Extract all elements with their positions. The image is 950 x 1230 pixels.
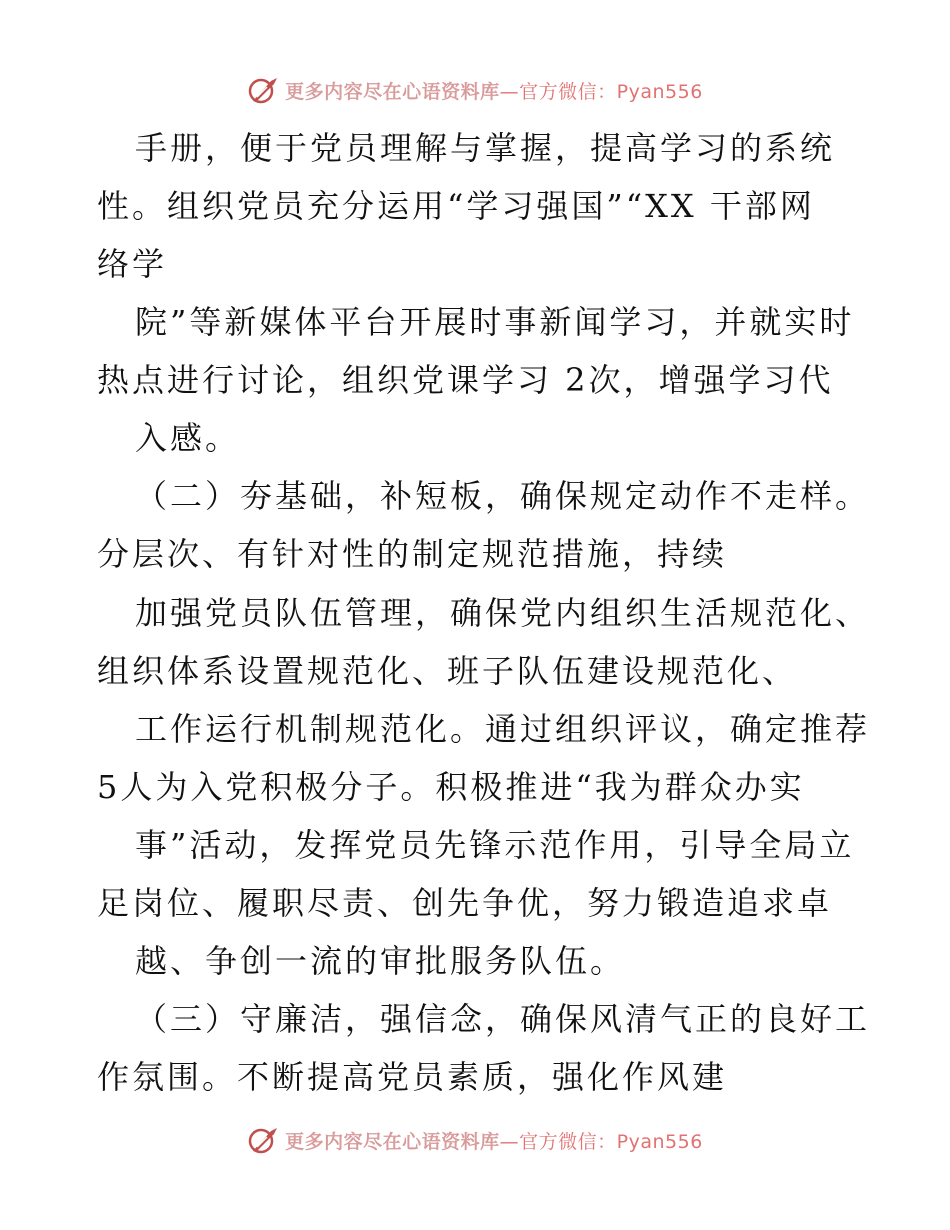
watermark-main-text: 更多内容尽在心语资料库 [285,80,500,103]
quill-pen-logo-icon [247,1125,281,1155]
watermark-contact-text: —官方微信：Pyan556 [499,1130,703,1153]
section-heading: （三）守廉洁，强信念，确保风清气正的良好工 [135,1000,871,1038]
text-line: 组织体系设置规范化、班子队伍建设规范化、 [97,652,798,690]
watermark-text [285,1127,703,1154]
text-line: 院”等新媒体平台开展时事新闻学习，并就实时 [135,303,855,341]
text-line: 越、争创一流的审批服务队伍。 [135,942,626,980]
text-line: 足岗位、履职尽责、创先争优，努力锻造追求卓 [97,884,833,922]
text-line: 工作运行机制规范化。通过组织评议，确定推荐 [135,710,871,748]
text-line: 络学 [97,245,168,283]
text-line: 手册，便于党员理解与掌握，提高学习的系统 [135,129,836,167]
text-line: 分层次、有针对性的制定规范措施，持续 [97,535,728,573]
text-line: 5人为入党积极分子。积极推进“我为群众办实 [97,768,805,806]
text-line: 入感。 [135,419,241,457]
watermark-footer [0,1125,950,1155]
text-line: 事”活动，发挥党员先锋示范作用，引导全局立 [135,826,855,864]
watermark-contact-text: —官方微信：Pyan556 [499,80,703,103]
watermark-main-text: 更多内容尽在心语资料库 [285,1130,500,1153]
section-heading: （二）夯基础，补短板，确保规定动作不走样。 [135,477,871,515]
text-line: 作氛围。不断提高党员素质，强化作风建 [97,1058,728,1096]
text-line: 加强党员队伍管理，确保党内组织生活规范化、 [135,594,871,632]
text-line: 热点进行讨论，组织党课学习 2次，增强学习代 [97,361,834,399]
text-line: 性。组织党员充分运用“学习强国”“XX 干部网 [97,187,815,225]
